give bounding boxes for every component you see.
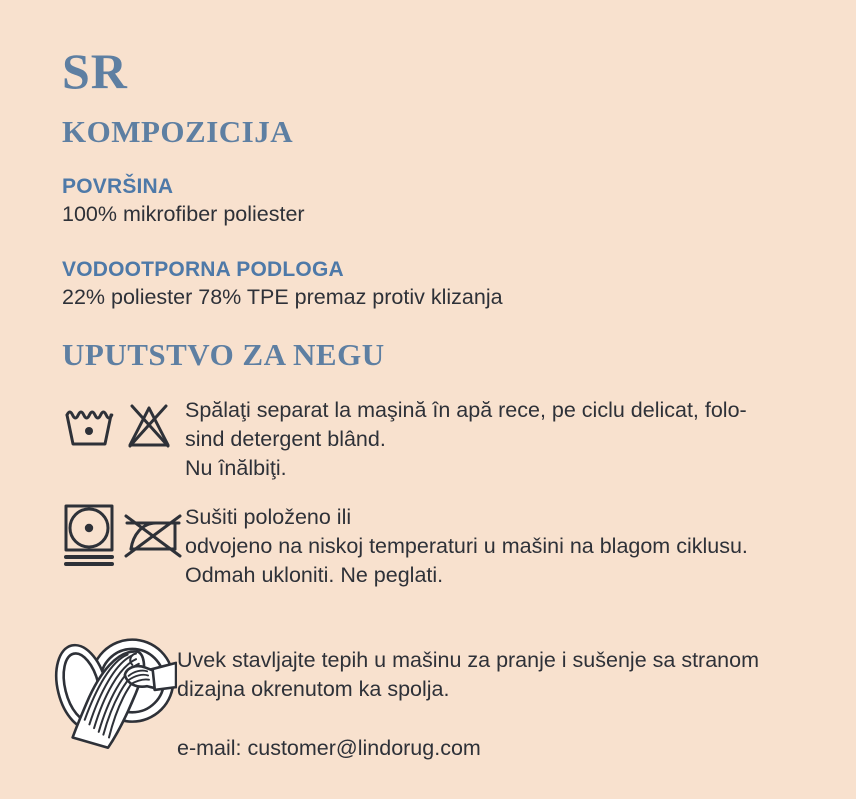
surface-value: 100% mikrofiber poliester bbox=[62, 202, 305, 227]
language-code: SR bbox=[62, 43, 128, 99]
washing-instruction-text bbox=[185, 396, 747, 483]
machine-loading-text bbox=[177, 624, 759, 763]
backing-value: 22% poliester 78% TPE premaz protiv klizanja bbox=[62, 285, 503, 310]
care-row-machine-loading bbox=[62, 624, 818, 763]
machine-wash-cold-icon bbox=[62, 402, 116, 448]
composition-backing bbox=[62, 258, 818, 309]
instruction-line: dizajna okrenutom ka spolja. bbox=[177, 676, 450, 701]
instruction-line: Nu înălbiţi. bbox=[185, 455, 287, 480]
drying-instruction-text bbox=[185, 503, 748, 590]
tumble-dry-low-gentle-icon bbox=[62, 503, 116, 567]
surface-label: POVRŠINA bbox=[62, 175, 174, 199]
instruction-line: odvojeno na niskoj temperaturi u mašini na blagom ciklusu. bbox=[185, 533, 748, 558]
instruction-line: sind detergent blând. bbox=[185, 426, 386, 451]
contact-email: e-mail: customer@lindorug.com bbox=[177, 735, 481, 760]
do-not-bleach-icon bbox=[124, 402, 174, 448]
composition-surface bbox=[62, 175, 818, 226]
care-row-washing bbox=[62, 396, 818, 483]
composition-title: KOMPOZICIJA bbox=[62, 113, 294, 149]
machine-loading-icons bbox=[54, 624, 177, 754]
washing-icons bbox=[62, 396, 185, 448]
care-row-drying bbox=[62, 503, 818, 590]
care-instructions-title: UPUTSTVO ZA NEGU bbox=[62, 337, 385, 373]
instruction-line: Spălaţi separat la maşină în apă rece, pe ciclu delicat, folo- bbox=[185, 397, 747, 422]
instruction-line: Odmah ukloniti. Ne peglati. bbox=[185, 562, 444, 587]
backing-label: VODOOTPORNA PODLOGA bbox=[62, 258, 344, 282]
do-not-iron-icon bbox=[124, 510, 182, 560]
instruction-line: Sušiti položeno ili bbox=[185, 504, 352, 529]
rug-into-washer-illustration bbox=[54, 624, 177, 754]
instruction-line: Uvek stavljajte tepih u mašinu za pranje i sušenje sa stranom bbox=[177, 647, 759, 672]
drying-icons bbox=[62, 503, 185, 567]
